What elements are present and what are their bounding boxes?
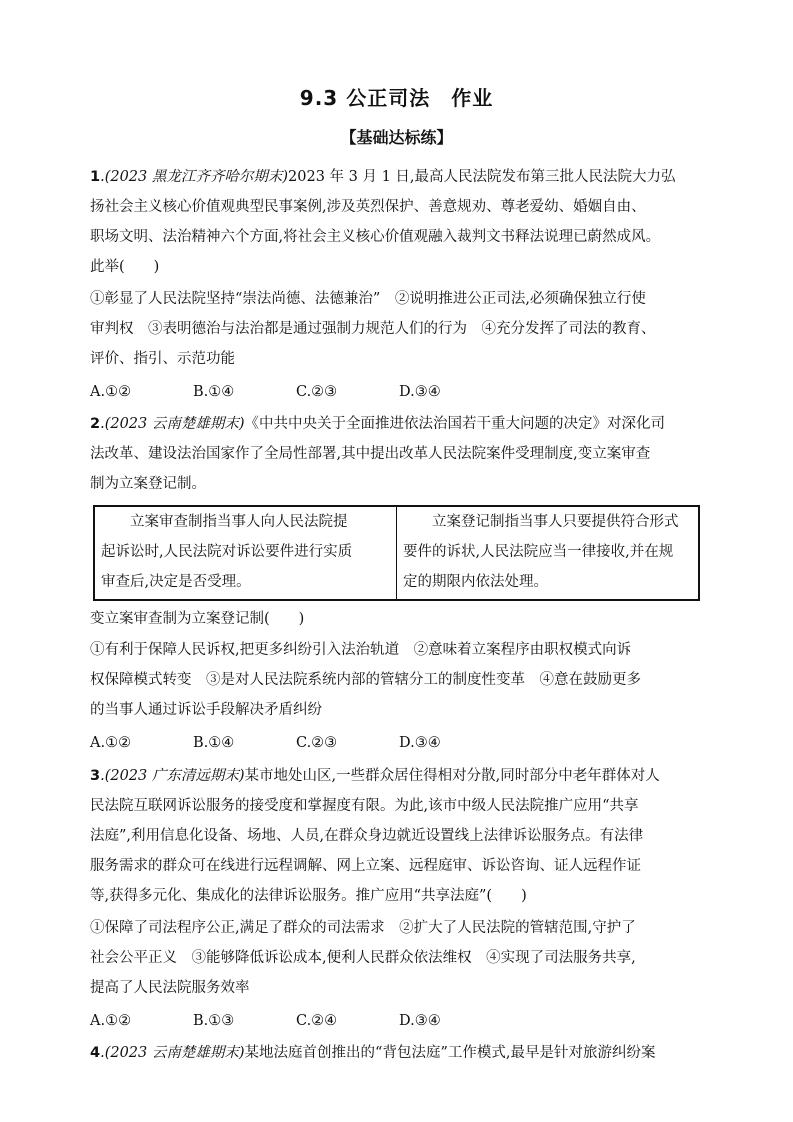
answer-options [90,733,502,753]
question-text: 扬社会主义核心价值观典型民事案例,涉及英烈保护、善意规劝、尊老爱幼、婚姻自由、 [90,199,646,215]
option-b: B.①③ [193,1013,235,1029]
table-cell-left [94,506,397,600]
table-text: 起诉讼时,人民法院对诉讼要件进行实质 [101,544,353,560]
question-text: 某地法庭首创推出的“背包法庭”工作模式,最早是针对旅游纠纷案 [244,1045,656,1061]
question-3-line [90,766,710,786]
question-stem: 此举( ) [90,259,160,275]
comparison-table [93,505,700,601]
statement-line: 权保障模式转变 ③是对人民法院系统内部的管辖分工的制度性变革 ④意在鼓励更多 [90,672,641,688]
option-a: A.①② [90,735,132,751]
table-text: 立案登记制指当事人只要提供符合形式 [432,514,679,530]
table-text: 审查后,决定是否受理。 [101,574,251,590]
option-a: A.①② [90,1013,132,1029]
page-title: 9.3 公正司法 作业 [299,86,494,110]
question-source: .(2023 广东清远期末) [100,768,245,784]
question-text: 某市地处山区,一些群众居住得相对分散,同时部分中老年群体对人 [244,768,660,784]
question-text: 服务需求的群众可在线进行远程调解、网上立案、远程庭审、诉讼咨询、证人远程作证 [90,858,641,874]
table-text: 定的期限内依法处理。 [403,574,548,590]
statement-line: ①彰显了人民法院坚持“崇法尚德、法德兼治” ②说明推进公正司法,必须确保独立行使 [90,291,646,307]
statement-line: 的当事人通过诉讼手段解决矛盾纠纷 [90,702,322,718]
question-source: .(2023 云南楚雄期末) [100,416,245,432]
answer-options [90,1011,502,1031]
question-text: 2023 年 3 月 1 日,最高人民法院发布第三批人民法院大力弘 [288,169,676,185]
option-c: C.②③ [296,384,338,400]
option-d: D.③④ [399,384,441,400]
option-b: B.①④ [193,384,235,400]
section-heading: 【基础达标练】 [340,128,453,147]
question-stem: 变立案审查制为立案登记制( ) [90,611,305,627]
question-source: .(2023 黑龙江齐齐哈尔期末) [100,169,289,185]
option-c: C.②④ [296,1013,338,1029]
question-number: 3 [90,768,101,784]
question-text: 法改革、建设法治国家作了全局性部署,其中提出改革人民法院案件受理制度,变立案审查 [90,446,651,462]
table-cell-right [397,506,700,600]
statement-line: 评价、指引、示范功能 [90,351,235,367]
question-1-line [90,167,710,187]
answer-options [90,382,502,402]
statement-line: 社会公平正义 ③能够降低诉讼成本,便利人民群众依法维权 ④实现了司法服务共享, [90,950,636,966]
table-text: 要件的诉状,人民法院应当一律接收,并在规 [403,544,674,560]
question-text: 民法院互联网诉讼服务的接受度和掌握度有限。为此,该市中级人民法院推广应用“共享 [90,798,639,814]
statement-line: 审判权 ③表明德治与法治都是通过强制力规范人们的行为 ④充分发挥了司法的教育、 [90,321,656,337]
statement-line: ①有利于保障人民诉权,把更多纠纷引入法治轨道 ②意味着立案程序由职权模式向诉 [90,642,632,658]
question-2-line [90,414,710,434]
option-a: A.①② [90,384,132,400]
option-c: C.②③ [296,735,338,751]
statement-line: ①保障了司法程序公正,满足了群众的司法需求 ②扩大了人民法院的管辖范围,守护了 [90,920,636,936]
question-text: 《中共中央关于全面推进依法治国若干重大问题的决定》对深化司 [244,416,666,432]
question-text: 制为立案登记制。 [90,476,206,492]
question-source: .(2023 云南楚雄期末) [100,1045,245,1061]
option-d: D.③④ [399,1013,441,1029]
question-4-line [90,1043,710,1063]
option-b: B.①④ [193,735,235,751]
question-text: 法庭”,利用信息化设备、场地、人员,在群众身边就近设置线上法律诉讼服务点。有法律 [90,828,644,844]
question-number: 4 [90,1045,101,1061]
table-text: 立案审查制指当事人向人民法院提 [130,514,348,530]
question-number: 1 [90,169,101,185]
question-number: 2 [90,416,101,432]
statement-line: 提高了人民法院服务效率 [90,980,250,996]
question-stem: 等,获得多元化、集成化的法律诉讼服务。推广应用“共享法庭”( ) [90,888,527,904]
question-text: 职场文明、法治精神六个方面,将社会主义核心价值观融入裁判文书释法说理已蔚然成风。 [90,229,661,245]
option-d: D.③④ [399,735,441,751]
